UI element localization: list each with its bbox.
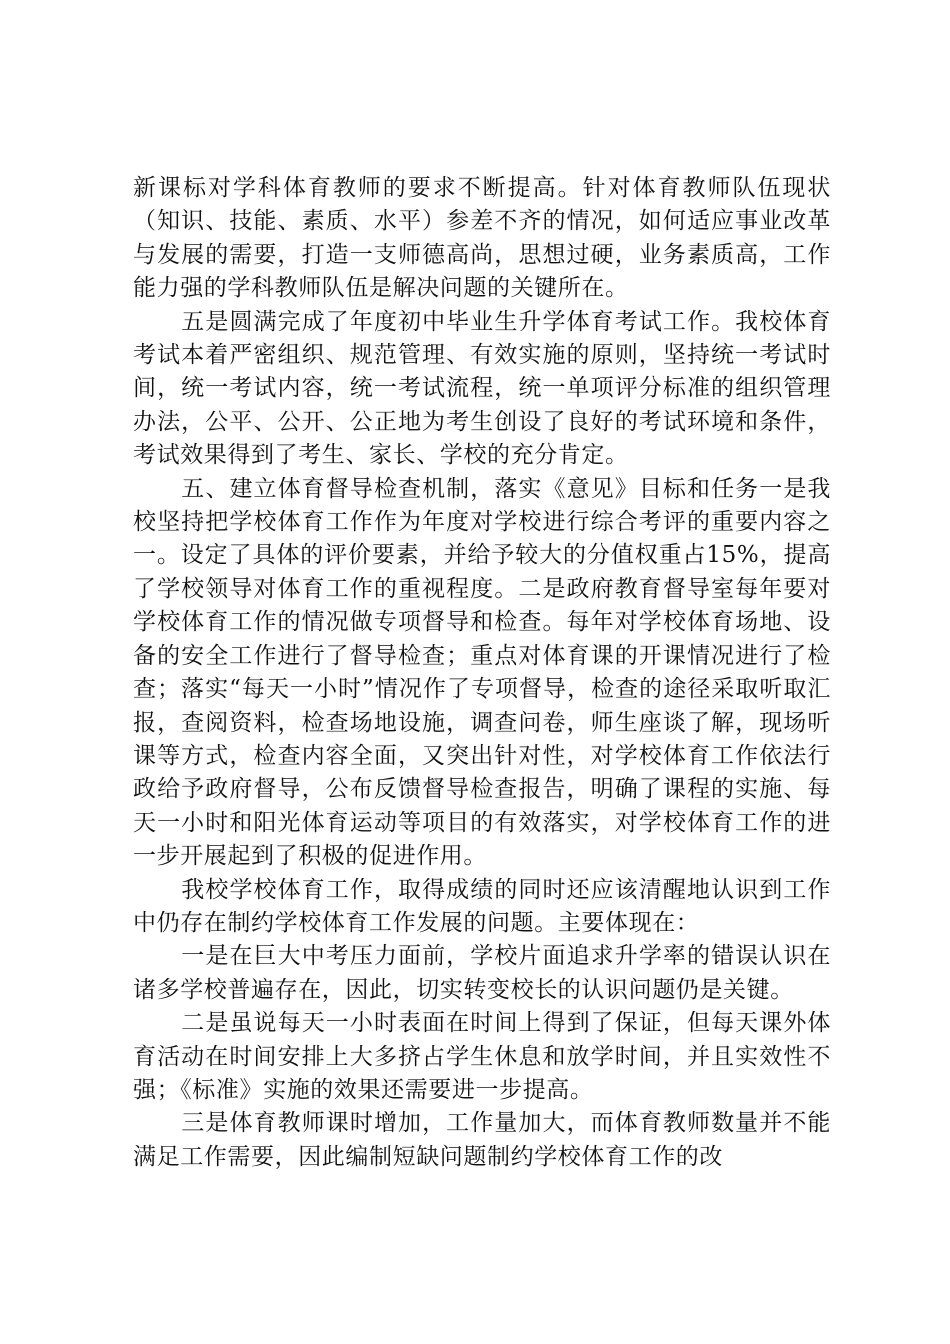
paragraph-3: 五、建立体育督导检查机制，落实《意见》目标和任务一是我校坚持把学校体育工作作为年度对学校进行综合考评的重要内容之一。设定了具体的评价要素，并给予较大的分值权重占15%，提高了学校领导对体育工作的重视程度。二是政府教育督导室每年要对学校体育工作的情况做专项督导和检查。每年对学校体育场地、设备的安全工作进行了督导检查；重点对体育课的开课情况进行了检查；落实“每天一小时”情况作了专项督导，检查的途径采取听取汇报，查阅资料，检查场地设施，调查问卷，师生座谈了解，现场听课等方式，检查内容全面，又突出针对性，对学校体育工作依法行政给予政府督导，公布反馈督导检查报告，明确了课程的实施、每天一小时和阳光体育运动等项目的有效落实，对学校体育工作的进一步开展起到了积极的促进作用。: [133, 475, 831, 870]
paragraph-4: 我校学校体育工作，取得成绩的同时还应该清醒地认识到工作中仍存在制约学校体育工作发展的问题。主要体现在：: [133, 876, 831, 936]
paragraph-7: 三是体育教师课时增加，工作量加大，而体育教师数量并不能满足工作需要，因此编制短缺问题制约学校体育工作的改: [133, 1110, 831, 1170]
document-body: [133, 172, 831, 1174]
paragraph-6: 二是虽说每天一小时表面在时间上得到了保证，但每天课外体育活动在时间安排上大多挤占学生休息和放学时间，并且实效性不强；《标准》实施的效果还需要进一步提高。: [133, 1010, 831, 1103]
paragraph-5: 一是在巨大中考压力面前，学校片面追求升学率的错误认识在诸多学校普遍存在，因此，切实转变校长的认识问题仍是关键。: [133, 943, 831, 1003]
paragraph-1: 新课标对学科体育教师的要求不断提高。针对体育教师队伍现状（知识、技能、素质、水平）参差不齐的情况，如何适应事业改革与发展的需要，打造一支师德高尚，思想过硬，业务素质高，工作能力强的学科教师队伍是解决问题的关键所在。: [133, 175, 831, 302]
paragraph-2: 五是圆满完成了年度初中毕业生升学体育考试工作。我校体育考试本着严密组织、规范管理、有效实施的原则，坚持统一考试时间，统一考试内容，统一考试流程，统一单项评分标准的组织管理办法，公平、公开、公正地为考生创设了良好的考试环境和条件，考试效果得到了考生、家长、学校的充分肯定。: [133, 308, 831, 469]
